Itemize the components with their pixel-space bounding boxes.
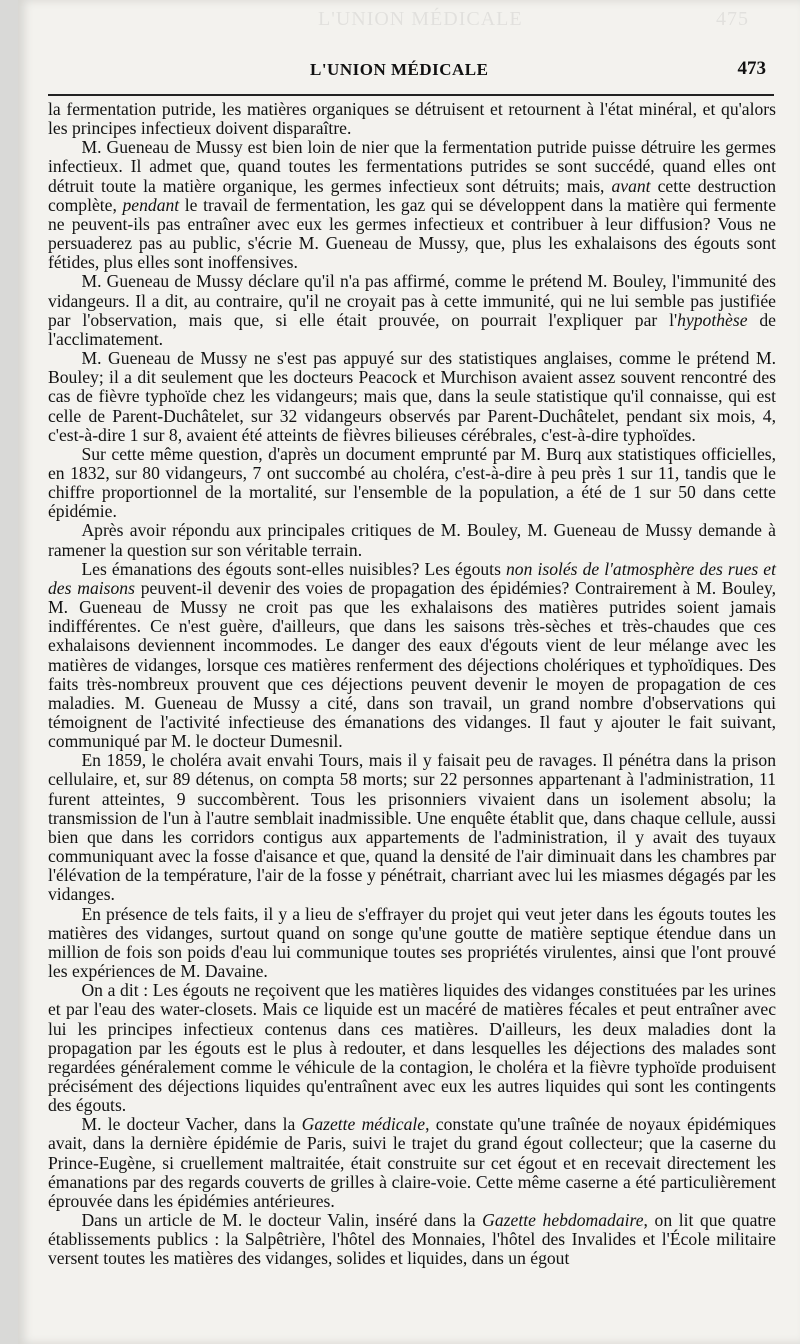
text-run: M. Gueneau de Mussy est bien loin de nier que la fermentation putride puisse détruire les germes infectieux. Il admet que, quand toutes les fermentations putrides se sont succédé, quand elles ont détruit toute la matière organique, les germes infectieux sont détruits; mais, (48, 137, 776, 196)
text-run: Sur cette même question, d'après un document emprunté par M. Burq aux statistiques officielles, en 1832, sur 80 vidangeurs, 7 ont succombé au choléra, c'est-à-dire à peu près 1 sur 11, tandis que le chiffre proportionnel de la mortalité, sur l'ensemble de la population, a été de 1 sur 50 dans cette épidémie. (48, 443, 776, 522)
paragraph (48, 272, 776, 349)
text-run: Dans un article de M. le docteur Valin, inséré dans la (81, 1210, 483, 1231)
paragraph (48, 560, 776, 752)
text-run: Les émanations des égouts sont-elles nuisibles? Les égouts (81, 558, 506, 579)
italic-run: hypothèse (677, 309, 748, 330)
italic-run: Gazette hebdomadaire (482, 1210, 644, 1231)
paragraph (48, 1211, 776, 1268)
page-number: 473 (737, 58, 766, 79)
paragraph (48, 751, 776, 904)
paragraph (48, 981, 776, 1115)
paragraph (48, 349, 776, 445)
paragraph (48, 521, 776, 559)
paragraph (48, 445, 776, 522)
paragraph (48, 100, 776, 138)
body-text (48, 100, 776, 1269)
text-run: le travail de fermentation, les gaz qui se développent dans la matière qui fermente ne peuvent-ils pas entraîner avec eux les germes infectieux et contribuer à leur diffusion? Vous ne persuaderez pas au public, s'écrie M. Gueneau de Mussy, que, plus les exhalaisons des égouts sont fétides, plus elles sont inoffensives. (48, 194, 777, 273)
bleed-through-title: L'UNION MÉDICALE (318, 8, 523, 30)
italic-run: pendant (122, 194, 180, 215)
text-run: de l'acclimatement. (48, 309, 776, 349)
text-run: M. Gueneau de Mussy ne s'est pas appuyé sur des statistiques anglaises, comme le prétend M. Bouley; il a dit seulement que les docteurs Peacock et Murchison avaient assez souvent rencontré des cas de fièvre typhoïde chez les vidangeurs; mais que, dans la seule statistique qu'il connaisse, qui est celle de Parent-Duchâtelet, sur 32 vidangeurs observés par Parent-Duchâtelet, pendant six mois, 4, c'est-à-dire 1 sur 8, avaient été atteints de fièvres bilieuses cérébrales, c'est-à-dire typhoïdes. (48, 348, 776, 445)
paragraph (48, 905, 776, 982)
text-run: En présence de tels faits, il y a lieu de s'effrayer du projet qui veut jeter dans les égouts toutes les matières des vidanges, surtout quand on songe qu'une goutte de matière septique étendue dans un million de fois son poids d'eau lui communique toutes ses propriétés virulentes, ainsi que l'ont prouvé les expériences de M. Davaine. (48, 903, 776, 982)
italic-run: non isolés de l'atmosphère des rues et des maisons (48, 558, 776, 598)
text-run: On a dit : Les égouts ne reçoivent que les matières liquides des vidanges constituées par les urines et par l'eau des water-closets. Mais ce liquide est un macéré de matières fécales et peut entraîner avec lui les principes infectieux contenus dans ces matières. D'ailleurs, les deux maladies dont la propagation par les égouts est le plus à redouter, et dans lesquelles les déjections des malades sont regardées généralement comme le véhicule de la contagion, le choléra et la fièvre typhoïde produisent précisément des déjections liquides qu'entraînent avec eux les autres liquides qui sont les contingents des égouts. (48, 980, 776, 1116)
page-header (48, 58, 770, 88)
header-rule (48, 94, 774, 96)
text-run: cette destruction complète, (48, 175, 776, 215)
text-run: Après avoir répondu aux principales critiques de M. Bouley, M. Gueneau de Mussy demande à ramener la question sur son véritable terrain. (48, 520, 776, 560)
paragraph (48, 138, 776, 272)
text-run: M. Gueneau de Mussy déclare qu'il n'a pas affirmé, comme le prétend M. Bouley, l'immunité des vidangeurs. Il a dit, au contraire, qu'il ne croyait pas à cette immunité, qui ne lui semble pas justifiée par l'observation, mais que, si elle était prouvée, on pourrait l'expliquer par l' (48, 271, 776, 330)
text-run: peuvent-il devenir des voies de propagation des épidémies? Contrairement à M. Bouley, M. Gueneau de Mussy ne croit pas que les exhalaisons des matières putrides soient jamais indifférentes. Ce n'est guère, d'ailleurs, que dans les saisons très-sèches et très-chaudes que ces exhalaisons deviennent incommodes. Le danger des eaux d'égouts vient de leur mélange avec les matières de vidanges, lorsque ces matières renferment des déjections cholériques et typhoïdiques. Des faits très-nombreux prouvent que ces déjections peuvent devenir le moyen de propagation de ces maladies. M. Gueneau de Mussy a cité, dans son travail, un grand nombre d'observations qui témoignent de l'activité infectieuse des émanations des vidanges. Il faut y ajouter le fait suivant, communiqué par M. le docteur Dumesnil. (48, 577, 777, 752)
italic-run: Gazette médicale (301, 1114, 426, 1135)
text-run: , on lit que quatre établissements publics : la Salpêtrière, l'hôtel des Monnaies, l'hôtel des Invalides et l'École militaire versent toutes les matières des vidanges, solides et liquides, dans un égout (48, 1210, 776, 1269)
text-run: En 1859, le choléra avait envahi Tours, mais il y faisait peu de ravages. Il pénétra dans la prison cellulaire, et, sur 89 détenus, on compta 58 morts; sur 22 personnes appartenant à l'administration, 11 furent atteintes, 9 succombèrent. Tous les prisonniers vivaient dans un isolement absolu; la transmission de l'un à l'autre semblait inadmissible. Une enquête établit que, dans chaque cellule, aussi bien que dans les corridors contigus aux appartements de l'administration, il y avait des tuyaux communiquant avec la fosse d'aisance et que, quand la densité de l'air diminuait dans les chambres par l'élévation de la température, l'air de la fosse y pénétrait, charriant avec lui les miasmes dégagés par les vidanges. (48, 750, 776, 905)
bleed-through-number: 475 (716, 8, 749, 30)
text-run: la fermentation putride, les matières organiques se détruisent et retournent à l'état minéral, et qu'alors les principes infectieux doivent disparaître. (48, 99, 776, 139)
paragraph (48, 1115, 776, 1211)
running-title: L'UNION MÉDICALE (310, 60, 489, 79)
italic-run: avant (611, 175, 651, 196)
text-run: , constate qu'une traînée de noyaux épidémiques avait, dans la dernière épidémie de Paris, suivi le trajet du grand égout collecteur; que la caserne du Prince-Eugène, si cruellement maltraitée, était construite sur cet égout et en recevait directement les émanations par des regards couverts de grilles à claire-voie. Cette même caserne a été particulièrement éprouvée dans les épidémies antérieures. (48, 1114, 777, 1211)
text-run: M. le docteur Vacher, dans la (81, 1114, 302, 1135)
